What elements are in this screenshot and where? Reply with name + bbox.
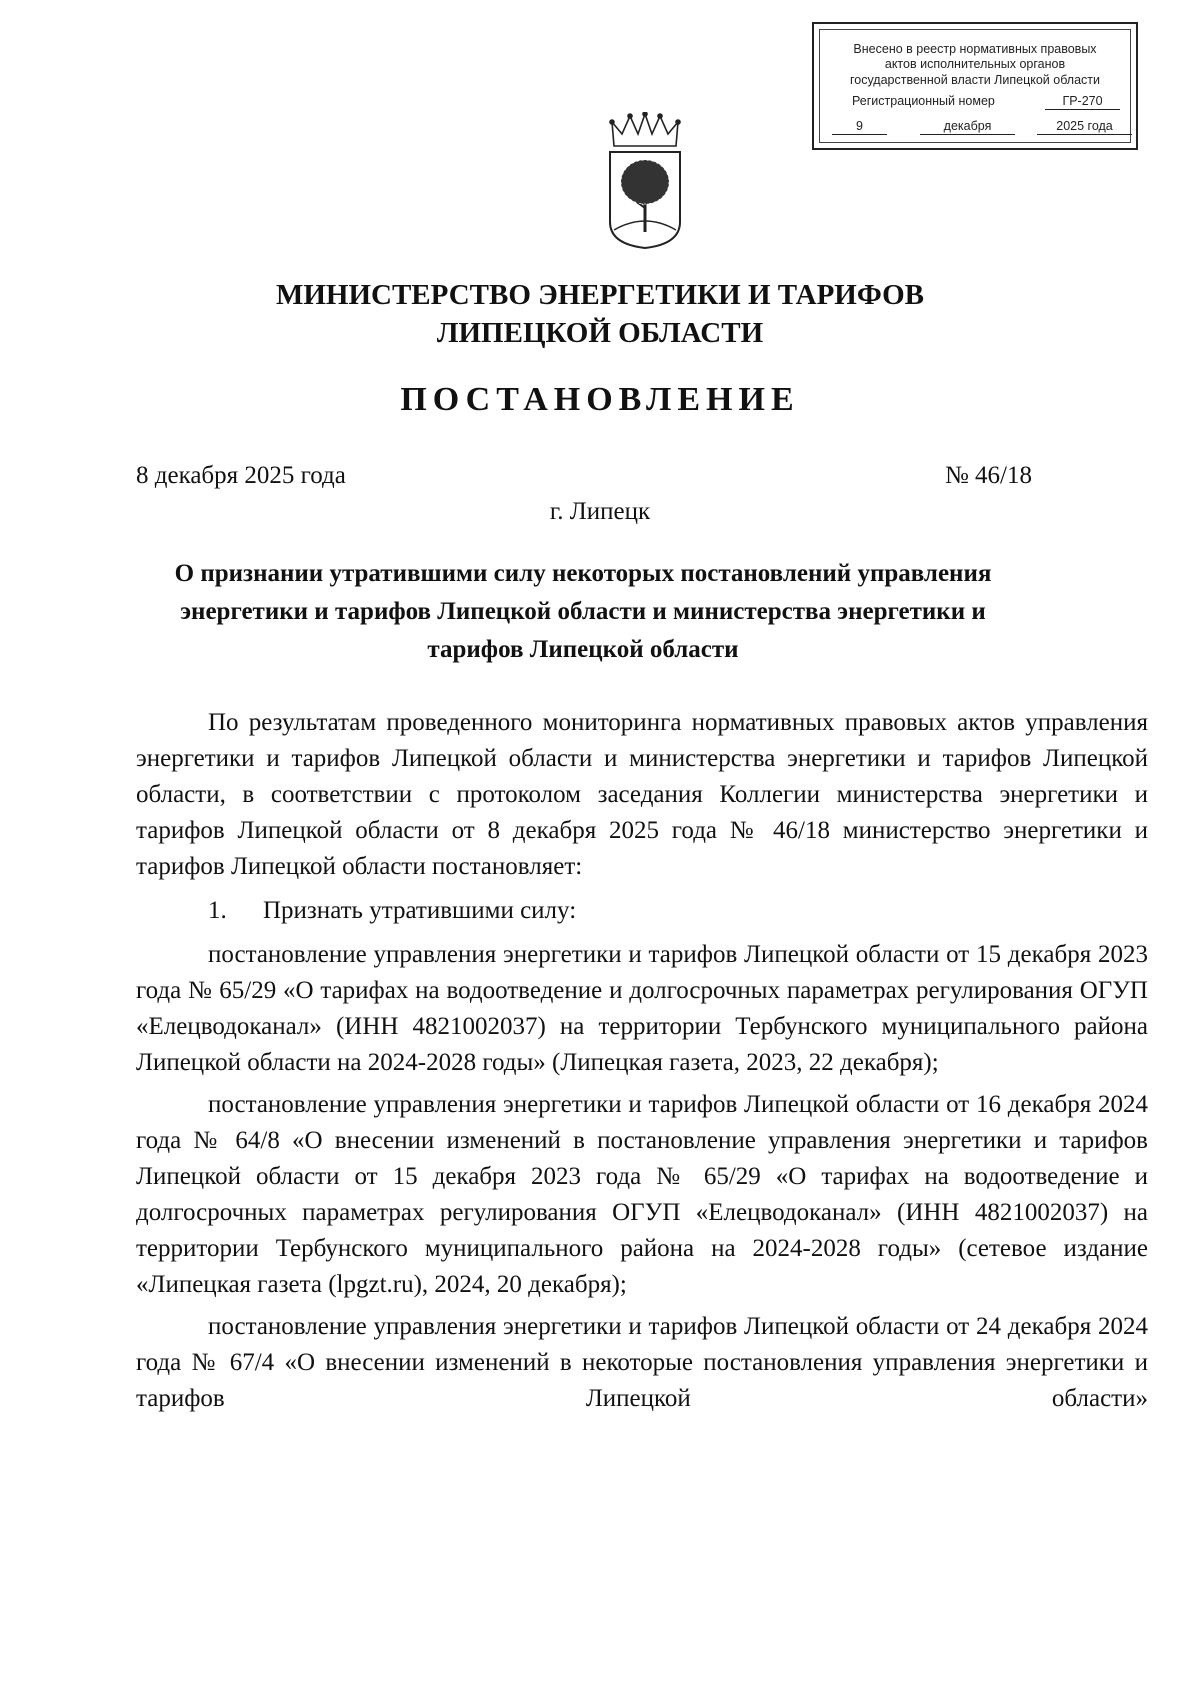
- stamp-inner-frame: [819, 29, 1131, 143]
- ministry-line-1: МИНИСТЕРСТВО ЭНЕРГЕТИКИ И ТАРИФОВ: [275, 279, 925, 311]
- list-item-1: [136, 893, 1148, 929]
- ministry-line-2: ЛИПЕЦКОЙ ОБЛАСТИ: [436, 317, 764, 349]
- stamp-year: 2025 года: [1037, 119, 1132, 135]
- document-subject: О признании утратившими силу некоторых постановлений управления энергетики и тарифов Липецкой области и министерства энергетики и тарифов Липецкой области: [174, 560, 992, 663]
- intro-paragraph: По результатам проведенного мониторинга нормативных правовых актов управления энергетики и тарифов Липецкой области и министерства энергетики и тарифов Липецкой области, в соответствии с протоколом заседания Коллегии министерства энергетики и тарифов Липецкой области от 8 декабря 2025 года № 46/18 министерство энергетики и тарифов Липецкой области постановляет:: [136, 709, 1148, 880]
- revoked-act-2: постановление управления энергетики и тарифов Липецкой области от 16 декабря 2024 года № 64/8 «О внесении изменений в постановление управления энергетики и тарифов Липецкой области от 15 декабря 2023 года № 65/29 «О тарифах на водоотведение и долгосрочных параметрах регулирования ОГУП «Елецводоканал» (ИНН 4821002037) на территории Тербунского муниципального района на 2024-2028 годы» (сетевое издание «Липецкая газета (lpgzt.ru), 2024, 20 декабря);: [136, 1091, 1148, 1298]
- document-body: [136, 705, 1148, 1417]
- list-item-text: Признать утратившими силу:: [263, 897, 577, 924]
- ministry-name: [0, 276, 1200, 352]
- stamp-month: декабря: [920, 119, 1015, 135]
- document-type: ПОСТАНОВЛЕНИЕ: [400, 381, 800, 418]
- stamp-reg-value: ГР-270: [1045, 94, 1120, 110]
- stamp-line-1: Внесено в реестр нормативных правовых: [853, 42, 1097, 56]
- list-item-number: 1.: [208, 897, 227, 924]
- stamp-reg-label: Регистрационный номер: [852, 94, 995, 108]
- document-number: № 46/18: [944, 462, 1032, 489]
- stamp-line-3: государственной власти Липецкой области: [849, 73, 1101, 87]
- document-city: г. Липецк: [549, 498, 651, 525]
- revoked-act-1: постановление управления энергетики и тарифов Липецкой области от 15 декабря 2023 года № 65/29 «О тарифах на водоотведение и долгосрочных параметрах регулирования ОГУП «Елецводоканал» (ИНН 4821002037) на территории Тербунского муниципального района Липецкой области на 2024-2028 годы» (Липецкая газета, 2023, 22 декабря);: [136, 941, 1148, 1076]
- coat-of-arms-icon: [604, 112, 686, 250]
- stamp-line-2: актов исполнительных органов: [884, 57, 1066, 71]
- stamp-day: 9: [832, 119, 887, 135]
- registration-stamp: [812, 22, 1138, 150]
- document-date: 8 декабря 2025 года: [136, 462, 346, 489]
- revoked-act-3: постановление управления энергетики и тарифов Липецкой области от 24 декабря 2024 года № 67/4 «О внесении изменений в некоторые постановления управления энергетики и тарифов Липецкой области»: [136, 1313, 1148, 1412]
